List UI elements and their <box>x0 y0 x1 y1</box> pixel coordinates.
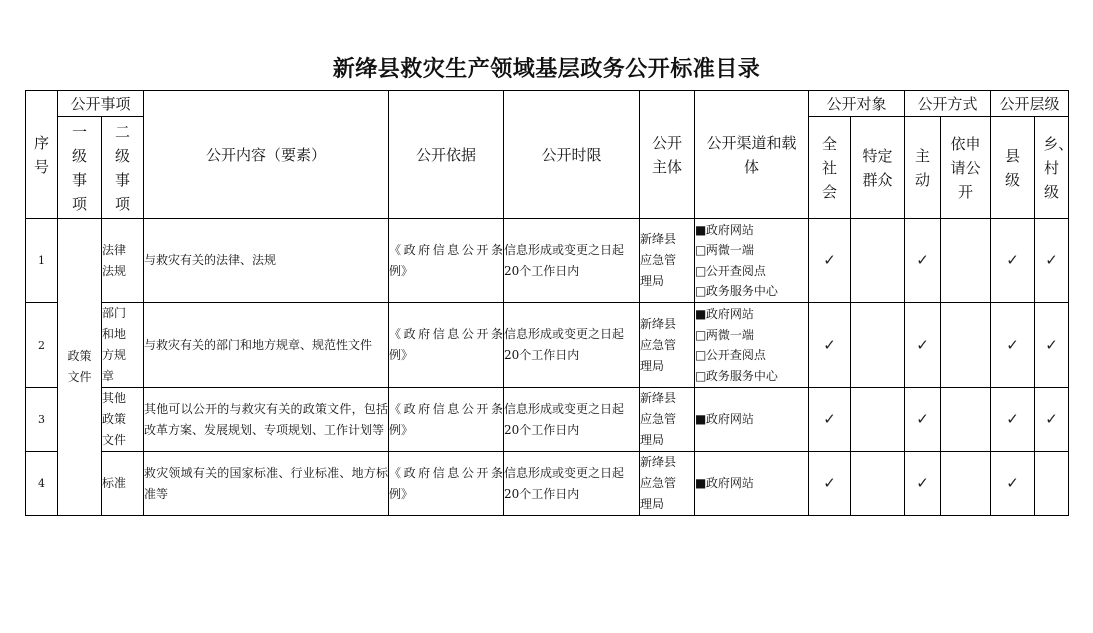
header-subject: 公开主体 <box>640 91 695 219</box>
basis-cell: 《政府信息公开条例》 <box>389 452 504 516</box>
row-seq: 1 <box>26 219 58 303</box>
checkmark-icon: ✓ <box>809 303 851 388</box>
checkmark-icon: ✓ <box>1035 219 1069 303</box>
checkbox-filled-icon: ■ <box>695 476 707 491</box>
header-method-active: 主动 <box>905 117 941 219</box>
audience-specific-cell <box>851 303 905 388</box>
subject-cell: 新绛县应急管理局 <box>640 219 695 303</box>
method-request-cell <box>941 303 991 388</box>
checkbox-filled-icon: ■ <box>695 412 707 427</box>
channel-item: □公开查阅点 <box>695 345 808 366</box>
checkmark-icon: ✓ <box>905 388 941 452</box>
checkmark-icon: ✓ <box>991 303 1035 388</box>
level2-cell: 标准 <box>102 452 144 516</box>
checkmark-icon: ✓ <box>905 219 941 303</box>
checkmark-icon: ✓ <box>991 452 1035 516</box>
checkmark-icon: ✓ <box>1035 303 1069 388</box>
checkmark-icon: ✓ <box>991 388 1035 452</box>
checkmark-icon: ✓ <box>991 219 1035 303</box>
header-basis: 公开依据 <box>389 91 504 219</box>
audience-specific-cell <box>851 219 905 303</box>
table-row <box>26 388 1069 452</box>
table-row <box>26 452 1069 516</box>
content-cell: 与救灾有关的部门和地方规章、规范性文件 <box>144 303 389 388</box>
content-cell: 其他可以公开的与救灾有关的政策文件，包括改革方案、发展规划、专项规划、工作计划等 <box>144 388 389 452</box>
level2-cell: 法律法规 <box>102 219 144 303</box>
content-cell: 救灾领域有关的国家标准、行业标准、地方标准等 <box>144 452 389 516</box>
channel-item: ■政府网站 <box>695 409 808 430</box>
channel-item: □政务服务中心 <box>695 281 808 302</box>
checkbox-empty-icon: □ <box>695 327 707 342</box>
checkbox-empty-icon: □ <box>695 348 707 362</box>
header-level-town: 乡、村级 <box>1035 117 1069 219</box>
period-cell: 信息形成或变更之日起20个工作日内 <box>504 219 640 303</box>
row-seq: 3 <box>26 388 58 452</box>
header-period: 公开时限 <box>504 91 640 219</box>
channel-cell <box>695 452 809 516</box>
header-level-county: 县级 <box>991 117 1035 219</box>
subject-cell: 新绛县应急管理局 <box>640 303 695 388</box>
checkmark-icon: ✓ <box>809 388 851 452</box>
header-audience-specific: 特定群众 <box>851 117 905 219</box>
header-audience-group: 公开对象 <box>809 91 905 117</box>
subject-cell: 新绛县应急管理局 <box>640 388 695 452</box>
header-level1: 一级事项 <box>58 117 102 219</box>
channel-item: □公开查阅点 <box>695 261 808 282</box>
header-level-group: 公开层级 <box>991 91 1069 117</box>
checkbox-filled-icon: ■ <box>695 307 707 321</box>
method-request-cell <box>941 452 991 516</box>
level2-cell: 其他政策文件 <box>102 388 144 452</box>
checkbox-empty-icon: □ <box>695 284 707 298</box>
channel-cell <box>695 303 809 388</box>
audience-specific-cell <box>851 388 905 452</box>
page-title: 新绛县救灾生产领域基层政务公开标准目录 <box>332 56 761 82</box>
content-cell: 与救灾有关的法律、法规 <box>144 219 389 303</box>
basis-cell: 《政府信息公开条例》 <box>389 303 504 388</box>
checkmark-icon: ✓ <box>809 452 851 516</box>
table-row <box>26 219 1069 303</box>
basis-cell: 《政府信息公开条例》 <box>389 388 504 452</box>
header-method-request: 依申请公开 <box>941 117 991 219</box>
channel-item: ■政府网站 <box>695 220 808 241</box>
checkmark-icon: ✓ <box>809 219 851 303</box>
method-request-cell <box>941 388 991 452</box>
catalog-table <box>25 90 1074 516</box>
checkmark-icon: ✓ <box>905 303 941 388</box>
checkmark-icon: ✓ <box>1035 388 1069 452</box>
level2-cell: 部门和地方规章 <box>102 303 144 388</box>
channel-cell <box>695 388 809 452</box>
channel-item: ■政府网站 <box>695 473 808 494</box>
basis-cell: 《政府信息公开条例》 <box>389 219 504 303</box>
channel-item: □两微一端 <box>695 325 808 346</box>
header-item-group: 公开事项 <box>58 91 144 117</box>
header-audience-all: 全社会 <box>809 117 851 219</box>
channel-item: □两微一端 <box>695 240 808 261</box>
checkbox-filled-icon: ■ <box>695 222 707 237</box>
row-seq: 4 <box>26 452 58 516</box>
channel-item: □政务服务中心 <box>695 366 808 387</box>
period-cell: 信息形成或变更之日起20个工作日内 <box>504 388 640 452</box>
level1-cell: 政策文件 <box>58 219 102 516</box>
checkmark-icon: ✓ <box>905 452 941 516</box>
channel-cell <box>695 219 809 303</box>
header-seq: 序号 <box>26 91 58 219</box>
checkbox-empty-icon: □ <box>695 243 707 257</box>
table-row <box>26 303 1069 388</box>
row-seq: 2 <box>26 303 58 388</box>
audience-specific-cell <box>851 452 905 516</box>
channel-item: ■政府网站 <box>695 304 808 325</box>
checkbox-empty-icon: □ <box>695 263 707 278</box>
method-request-cell <box>941 219 991 303</box>
header-content: 公开内容（要素） <box>144 91 389 219</box>
checkbox-empty-icon: □ <box>695 368 707 383</box>
header-channel: 公开渠道和载体 <box>695 91 809 219</box>
level-town-cell <box>1035 452 1069 516</box>
subject-cell: 新绛县应急管理局 <box>640 452 695 516</box>
period-cell: 信息形成或变更之日起20个工作日内 <box>504 452 640 516</box>
header-level2: 二级事项 <box>102 117 144 219</box>
header-method-group: 公开方式 <box>905 91 991 117</box>
period-cell: 信息形成或变更之日起20个工作日内 <box>504 303 640 388</box>
